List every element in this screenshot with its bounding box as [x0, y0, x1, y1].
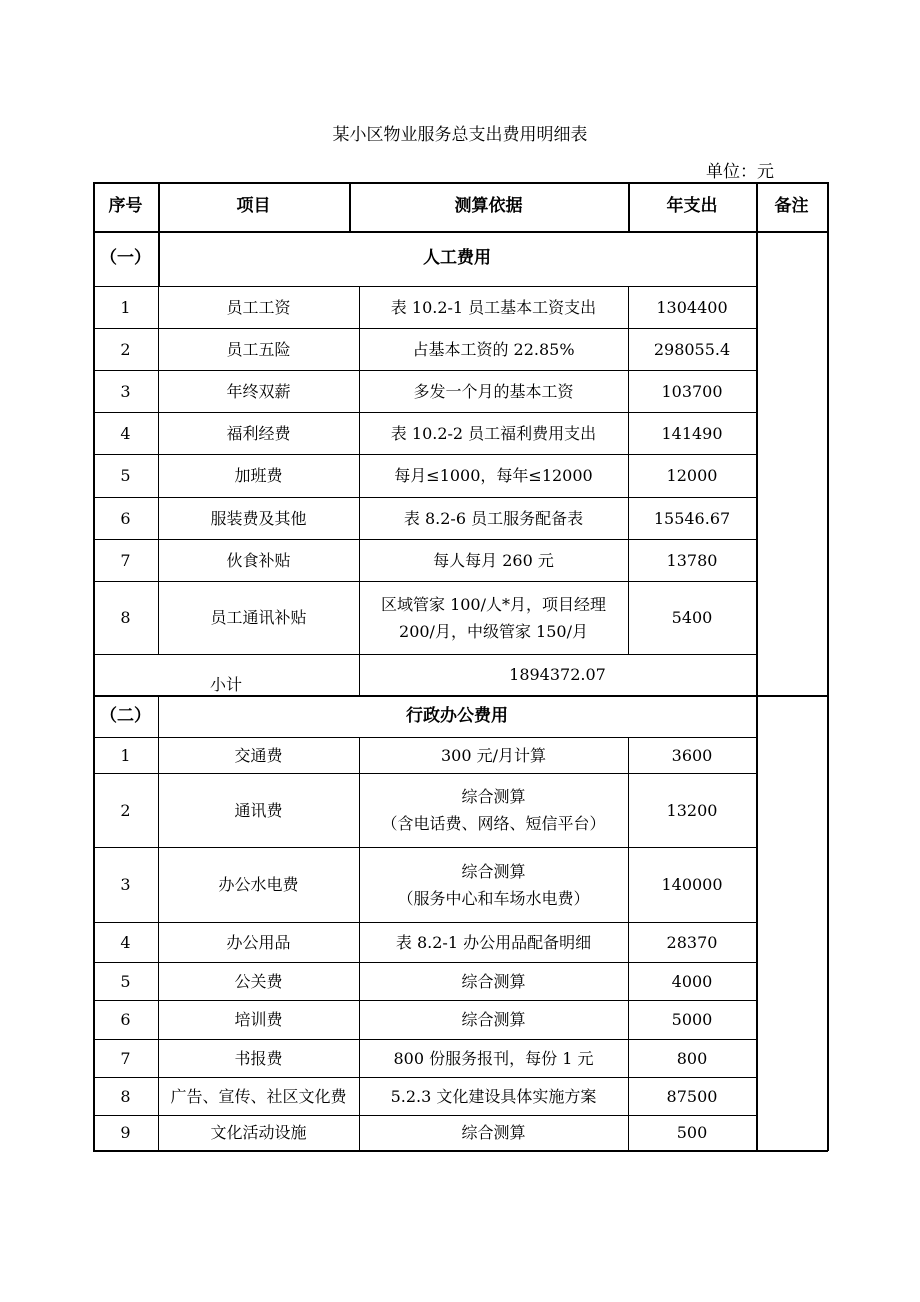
row-seq: 5 — [120, 971, 131, 991]
row-seq: 4 — [120, 932, 131, 952]
row-basis: 占基本工资的 22.85% — [412, 339, 575, 359]
section-1-number: （一） — [100, 248, 151, 268]
row-basis: 表 10.2-2 员工福利费用支出 — [390, 423, 597, 443]
row-basis: 表 8.2-1 办公用品配备明细 — [395, 932, 592, 952]
row-seq: 8 — [120, 1086, 131, 1106]
section-1-title: 人工费用 — [423, 248, 491, 268]
row-amount: 13200 — [666, 800, 718, 820]
table-bottom-border — [93, 1150, 828, 1152]
row-basis: 5.2.3 文化建设具体实施方案 — [390, 1086, 597, 1106]
row-basis: 综合测算 （含电话费、网络、短信平台） — [381, 787, 606, 833]
unit-label: 单位：元 — [706, 162, 774, 182]
row-amount: 28370 — [666, 932, 718, 952]
row-seq: 2 — [120, 800, 131, 820]
row-basis: 每人每月 260 元 — [433, 550, 554, 570]
row-amount: 15546.67 — [653, 508, 731, 528]
row-seq: 3 — [120, 875, 131, 894]
section-2-title: 行政办公费用 — [406, 705, 508, 726]
row-basis: 区域管家 100/人*月，项目经理 200/月，中级管家 150/月 — [380, 594, 607, 641]
row-item: 办公水电费 — [218, 875, 299, 894]
row-item: 服装费及其他 — [210, 508, 307, 528]
row-amount: 800 — [676, 1048, 708, 1068]
row-amount: 13780 — [666, 550, 718, 570]
row-item: 员工工资 — [226, 297, 291, 317]
row-item: 文化活动设施 — [210, 1123, 307, 1142]
row-basis: 表 10.2-1 员工基本工资支出 — [390, 297, 597, 317]
row-amount: 3600 — [671, 745, 713, 765]
header-basis: 测算依据 — [454, 196, 523, 216]
row-item: 员工通讯补贴 — [210, 608, 307, 627]
note-column-rule — [756, 695, 758, 1150]
row-item: 办公用品 — [226, 932, 291, 952]
page-title: 某小区物业服务总支出费用明细表 — [332, 125, 588, 145]
row-seq: 4 — [120, 423, 131, 443]
row-amount: 4000 — [671, 971, 713, 991]
row-seq: 5 — [120, 466, 131, 485]
row-seq: 6 — [120, 508, 131, 528]
row-seq: 7 — [120, 1048, 131, 1068]
row-basis: 综合测算 — [461, 1123, 526, 1142]
row-amount: 141490 — [661, 423, 723, 443]
row-seq: 8 — [120, 608, 131, 627]
row-seq: 6 — [120, 1010, 131, 1029]
row-basis: 多发一个月的基本工资 — [413, 381, 574, 401]
header-note: 备注 — [774, 196, 809, 216]
row-basis: 800 份服务报刊，每份 1 元 — [393, 1048, 594, 1068]
section-2-number: （二） — [100, 705, 151, 726]
row-item: 培训费 — [234, 1010, 283, 1029]
row-item: 员工五险 — [226, 339, 291, 359]
row-seq: 1 — [120, 745, 131, 765]
row-item: 广告、宣传、社区文化费 — [170, 1086, 347, 1106]
table-right-border — [827, 182, 829, 1151]
row-amount: 5400 — [671, 608, 713, 627]
row-seq: 2 — [120, 339, 131, 359]
row-item: 加班费 — [234, 466, 283, 485]
row-amount: 5000 — [671, 1010, 713, 1029]
row-basis: 综合测算 — [461, 971, 526, 991]
header-annual: 年支出 — [666, 196, 718, 216]
subtotal-label: 小计 — [209, 675, 242, 694]
row-item: 交通费 — [234, 745, 283, 765]
row-amount: 140000 — [661, 875, 723, 894]
row-amount: 103700 — [661, 381, 723, 401]
row-amount: 1304400 — [656, 297, 728, 317]
row-amount: 12000 — [666, 466, 718, 485]
row-item: 通讯费 — [234, 800, 283, 820]
row-seq: 1 — [120, 297, 131, 317]
row-item: 年终双薪 — [226, 381, 291, 401]
row-seq: 9 — [120, 1123, 131, 1142]
row-basis: 综合测算 — [461, 1010, 526, 1029]
header-item: 项目 — [236, 196, 271, 216]
row-item: 伙食补贴 — [226, 550, 291, 570]
row-basis: 综合测算 （服务中心和车场水电费） — [397, 861, 590, 908]
row-amount: 298055.4 — [653, 339, 731, 359]
row-seq: 3 — [120, 381, 131, 401]
row-amount: 500 — [676, 1123, 708, 1142]
row-item: 书报费 — [234, 1048, 283, 1068]
row-item: 公关费 — [234, 971, 283, 991]
row-item: 福利经费 — [226, 423, 291, 443]
row-amount: 87500 — [666, 1086, 718, 1106]
subtotal-value: 1894372.07 — [509, 665, 606, 684]
row-basis: 表 8.2-6 员工服务配备表 — [403, 508, 584, 528]
row-basis: 300 元/月计算 — [440, 745, 547, 765]
row-seq: 7 — [120, 550, 131, 570]
header-seq: 序号 — [108, 196, 143, 216]
note-column-rule — [756, 231, 758, 695]
row-basis: 每月≤1000，每年≤12000 — [394, 466, 593, 485]
